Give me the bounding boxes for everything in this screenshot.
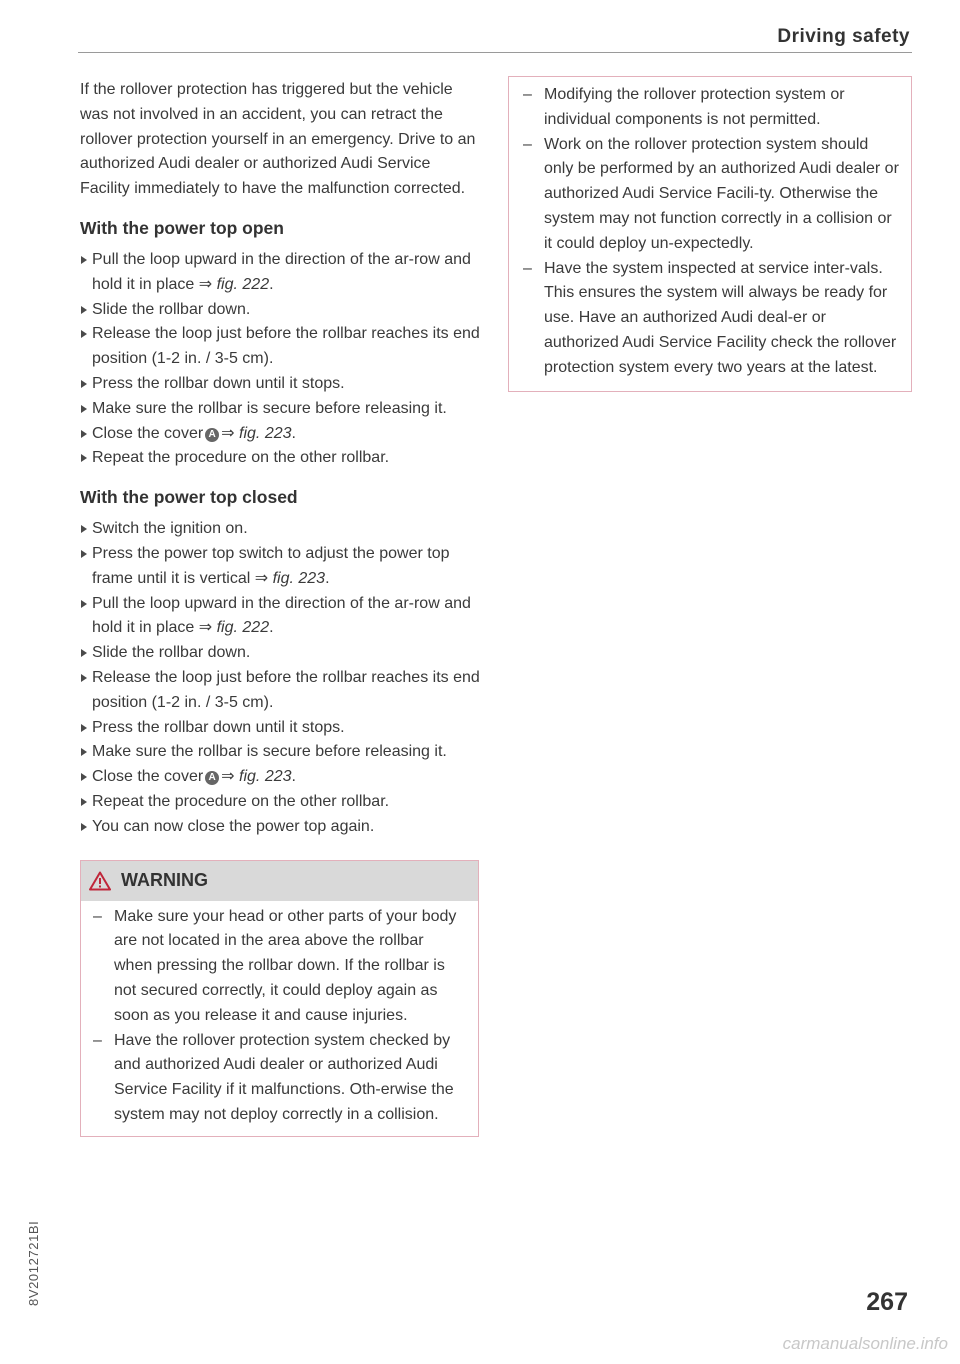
left-column	[80, 78, 480, 1137]
step-item	[80, 422, 480, 447]
step-item	[80, 815, 480, 840]
arrow-right-icon: ⇒	[221, 424, 235, 442]
step-item	[80, 641, 480, 666]
step-text-end: .	[269, 275, 274, 293]
figure-reference-link[interactable]: fig. 223	[272, 569, 326, 587]
warning-item: – Have the rollover protection system checked by and authorized Audi dealer or authorized Audi Service Facility if it malfunctions. Oth-erwise the system may not deploy correctly in a collision.	[93, 1029, 464, 1128]
callout-a-icon: A	[205, 428, 219, 442]
step-text: Close the cover	[92, 768, 204, 786]
step-text: Switch the ignition on.	[92, 520, 248, 538]
step-text: Release the loop just before the rollbar reaches its end position (1-2 in. / 3-5 cm).	[92, 325, 480, 368]
figure-reference-link[interactable]: fig. 223	[239, 768, 292, 786]
step-item	[80, 446, 480, 471]
step-text: Make sure the rollbar is secure before releasing it.	[92, 743, 447, 761]
warning-title: WARNING	[121, 870, 208, 891]
watermark: carmanualsonline.info	[782, 1334, 948, 1353]
heading-power-top-open: With the power top open	[80, 217, 284, 238]
callout-a-icon: A	[205, 771, 219, 785]
document-code: 8V2012721BI	[26, 1220, 41, 1306]
step-item	[80, 790, 480, 815]
figure-reference-link[interactable]: fig. 222	[216, 619, 270, 637]
step-item	[80, 740, 480, 765]
step-item	[80, 298, 480, 323]
step-item	[80, 716, 480, 741]
step-item	[80, 542, 480, 592]
arrow-right-icon: ⇒	[198, 275, 213, 293]
step-item	[80, 592, 480, 642]
header-divider	[78, 52, 912, 53]
warning-continuation-box	[508, 76, 912, 392]
intro-paragraph: If the rollover protection has triggered but the vehicle was not involved in an accident, you can retract the rollover protection yourself in an emergency. Drive to an authorized Audi dealer or authorized Audi Service Facility immediately to have the malfunction corrected.	[80, 81, 476, 198]
step-text: Pull the loop upward in the direction of the ar-row and hold it in place	[92, 594, 471, 637]
step-item	[80, 397, 480, 422]
step-item	[80, 322, 480, 372]
step-text: Press the rollbar down until it stops.	[92, 718, 345, 736]
arrow-right-icon: ⇒	[254, 569, 269, 587]
heading-power-top-closed: With the power top closed	[80, 487, 298, 508]
page-number: 267	[866, 1288, 908, 1316]
warning-item: – Have the system inspected at service inter-vals. This ensures the system will always be ready for use. Have an authorized Audi deal-er or authorized Audi Service Facility check the rollover protection system every two years at the latest.	[523, 257, 899, 381]
steps-list-power-top-open	[80, 248, 480, 471]
warning-body	[81, 901, 478, 1136]
right-column	[508, 76, 911, 392]
figure-reference-link[interactable]: fig. 222	[216, 275, 270, 293]
arrow-right-icon: ⇒	[221, 768, 235, 786]
arrow-right-icon: ⇒	[198, 619, 213, 637]
step-item	[80, 372, 480, 397]
page-header-title: Driving safety	[777, 26, 910, 47]
warning-item: – Work on the rollover protection system should only be performed by an authorized Audi dealer or authorized Audi Service Facili-ty. Otherwise the system may not function correctly in a collision or it could deploy un-expectedly.	[523, 133, 899, 257]
step-text: Release the loop just before the rollbar reaches its end position (1-2 in. / 3-5 cm).	[92, 668, 480, 711]
step-text-end: .	[269, 619, 274, 637]
step-text: Slide the rollbar down.	[92, 300, 251, 318]
warning-item: – Make sure your head or other parts of your body are not located in the area above the rollbar when pressing the rollbar down. If the rollbar is not secured correctly, it could deploy again as soon as you release it and cause injuries.	[93, 905, 464, 1029]
warning-continuation-items	[523, 83, 899, 381]
warning-header	[81, 861, 478, 901]
figure-reference-link[interactable]: fig. 223	[239, 424, 292, 442]
step-text: Press the rollbar down until it stops.	[92, 374, 345, 392]
step-text: Slide the rollbar down.	[92, 644, 251, 662]
step-item	[80, 765, 480, 790]
step-item	[80, 248, 480, 298]
step-item	[80, 517, 480, 542]
steps-list-power-top-closed	[80, 517, 480, 839]
step-text: Repeat the procedure on the other rollbar.	[92, 792, 390, 810]
warning-item: – Modifying the rollover protection system or individual components is not permitted.	[523, 83, 899, 133]
warning-items	[93, 905, 464, 1128]
step-text: Press the power top switch to adjust the power top frame until it is vertical	[92, 544, 450, 587]
warning-box	[80, 860, 479, 1137]
step-text: Make sure the rollbar is secure before releasing it.	[92, 399, 447, 417]
step-text-end: .	[325, 569, 330, 587]
step-text: Pull the loop upward in the direction of the ar-row and hold it in place	[92, 250, 471, 293]
step-text: You can now close the power top again.	[92, 817, 375, 835]
step-text: Repeat the procedure on the other rollbar.	[92, 449, 390, 467]
warning-triangle-icon	[89, 871, 111, 891]
step-item	[80, 666, 480, 716]
step-text: Close the cover	[92, 424, 204, 442]
step-text-end: .	[291, 768, 296, 786]
step-text-end: .	[291, 424, 296, 442]
